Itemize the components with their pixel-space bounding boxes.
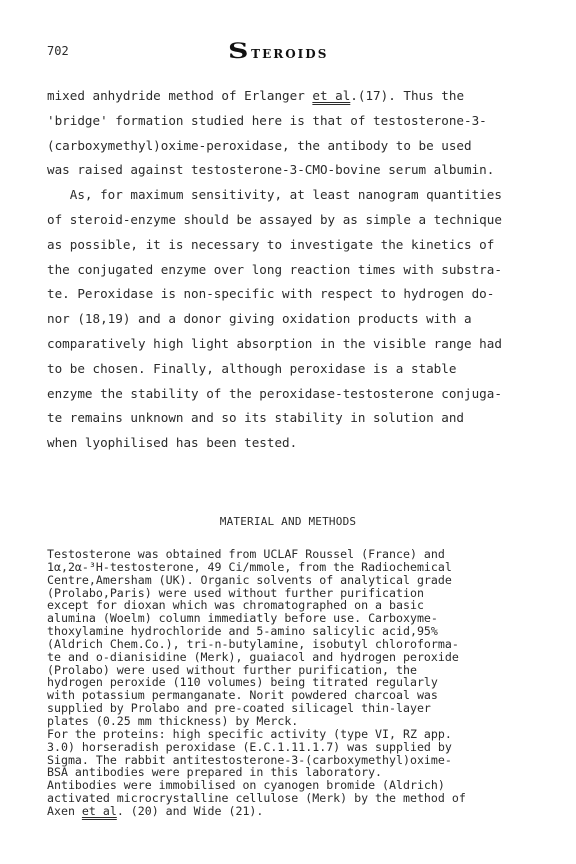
intro-line: enzyme the stability of the peroxidase-testosterone conjuga- [47,385,502,401]
page-number: 702 [47,44,69,58]
methods-line: Testosterone was obtained from UCLAF Roussel (France) and [47,547,445,561]
methods-line: thoxylamine hydrochloride and 5-amino salicylic acid,95% [47,624,438,639]
methods-line: Centre,Amersham (UK). Organic solvents of analytical grade [47,572,452,587]
section-heading: MATERIAL AND METHODS [219,515,357,528]
methods-line: Axen et al. (20) and Wide (21). [47,803,264,818]
methods-line: supplied by Prolabo and pre-coated silicagel thin-layer [47,701,431,716]
methods-line: 1α,2α-³H-testosterone, 49 Ci/mmole, from the Radiochemical [47,559,452,574]
journal-title-rest: TEROIDS [251,47,329,61]
methods-line: 3.0) horseradish peroxidase (E.C.1.11.1.7) was supplied by [47,739,452,754]
intro-line: was raised against testosterone-3-CMO-bovine serum albumin. [47,162,495,178]
methods-line: (Prolabo,Paris) were used without further purification [47,585,424,600]
methods-line: with potassium permanganate. Norit powdered charcoal was [47,688,438,703]
intro-line: the conjugated enzyme over long reaction times with substra- [47,261,502,277]
intro-line: te remains unknown and so its stability in solution and [47,410,465,426]
methods-line: (Prolabo) were used without further purification, the [47,662,417,677]
intro-line: (carboxymethyl)oxime-peroxidase, the antibody to be used [47,137,472,153]
methods-line: except for dioxan which was chromatographed on a basic [47,598,424,613]
journal-title-initial: S [228,38,249,63]
methods-line: For the proteins: high specific activity (type VI, RZ app. [47,726,452,741]
intro-line: 'bridge' formation studied here is that of testosterone-3- [47,112,487,128]
intro-line: of steroid-enzyme should be assayed by as simple a technique [47,211,502,227]
intro-line: to be chosen. Finally, although peroxidase is a stable [47,360,457,376]
methods-line: Antibodies were immobilised on cyanogen bromide (Aldrich) [47,778,445,793]
intro-line: mixed anhydride method of Erlanger et al.(17). Thus the [47,88,465,103]
methods-line: alumina (Woelm) column immediatly before use. Carboxyme- [47,611,438,626]
intro-text [47,84,557,456]
methods-text [47,548,567,818]
journal-title [228,38,328,63]
intro-line: as possible, it is necessary to investigate the kinetics of [47,236,495,252]
intro-line: when lyophilised has been tested. [47,435,298,451]
methods-line: BSA antibodies were prepared in this laboratory. [47,765,383,780]
methods-line: plates (0.25 mm thickness) by Merck. [47,713,299,728]
et-al-emphasis: et al [81,803,117,818]
intro-line: As, for maximum sensitivity, at least nanogram quantities [47,187,502,203]
intro-line: comparatively high light absorption in the visible range had [47,335,502,351]
et-al-emphasis: et al [312,88,351,103]
methods-line: hydrogen peroxide (110 volumes) being titrated regularly [47,675,438,690]
methods-line: (Aldrich Chem.Co.), tri-n-butylamine, isobutyl chloroforma- [47,636,459,651]
methods-line: Sigma. The rabbit antitestosterone-3-(carboxymethyl)oxime- [47,752,452,767]
methods-line: te and o-dianisidine (Merk), guaiacol and hydrogen peroxide [47,649,459,664]
methods-line: activated microcrystalline cellulose (Merk) by the method of [47,791,466,806]
intro-line: nor (18,19) and a donor giving oxidation products with a [47,311,472,327]
intro-line: te. Peroxidase is non-specific with respect to hydrogen do- [47,286,495,302]
